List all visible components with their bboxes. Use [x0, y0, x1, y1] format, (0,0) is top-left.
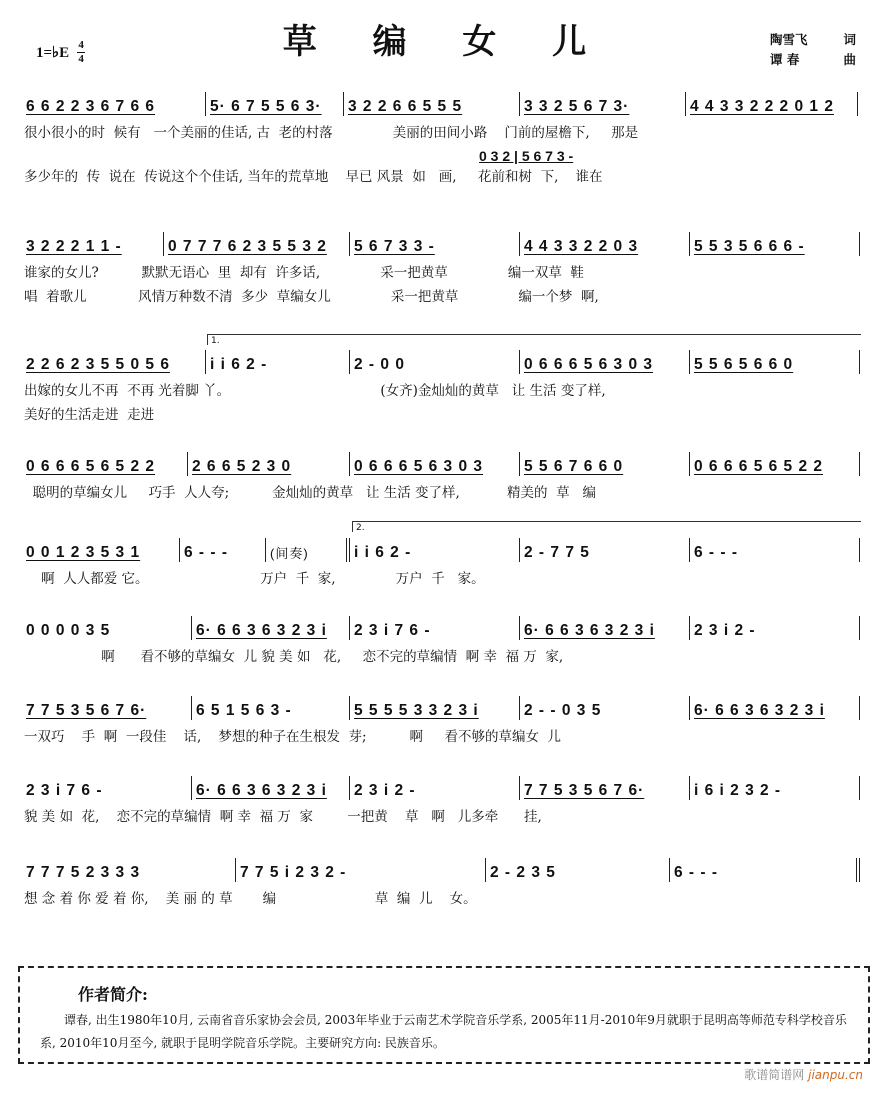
measure: 5 5 3 5 6 6 6 - — [690, 232, 860, 256]
measure: 2 - 0 0 — [350, 350, 520, 374]
lyric-verse: 一双巧 手 啊 一段佳 话, 梦想的种子在生根发 芽; 啊 看不够的草编女 儿 — [24, 729, 562, 745]
measure: 5 6 7 3 3 - — [350, 232, 520, 256]
measure: i i 6 2 - — [206, 350, 350, 374]
measure: 6 - - - — [180, 538, 266, 562]
credits — [770, 30, 856, 70]
measure: 4 4 3 3 2 2 0 3 — [520, 232, 690, 256]
measure: 3 2 2 6 6 5 5 5 — [344, 92, 520, 116]
author-bio-box — [18, 966, 870, 1064]
score-row-1 — [24, 92, 860, 188]
score-row-9 — [24, 858, 860, 910]
notation-line — [24, 858, 860, 882]
measure: 5 5 5 5 3 3 2 3 i — [350, 696, 520, 720]
key-signature — [36, 40, 85, 65]
measure: 0 6 6 6 5 6 5 2 2 — [24, 452, 188, 476]
measure: 2 - 2 3 5 — [486, 858, 670, 882]
score-row-7 — [24, 696, 860, 748]
measure: 6· 6 6 3 6 3 2 3 i — [520, 616, 690, 640]
song-title: 草 编 女 儿 — [282, 22, 609, 62]
measure: 0 0 0 0 3 5 — [24, 616, 192, 640]
key-label: 1=♭E — [36, 45, 70, 61]
lyricist-credit: 陶雪飞 词 — [770, 32, 856, 47]
score-row-3 — [24, 350, 860, 426]
measure: 7 7 5 3 5 6 7 6· — [520, 776, 690, 800]
score-row-8 — [24, 776, 860, 828]
bio-title: 作者简介: — [78, 985, 148, 1004]
measure: 6· 6 6 3 6 3 2 3 i — [192, 616, 350, 640]
lyric-verse-2: 美好的生活走进 走进 — [24, 407, 155, 423]
measure: 6 6 2 2 3 6 7 6 6 — [24, 92, 206, 116]
score-row-4 — [24, 452, 860, 504]
volta-bracket-1: 1. — [207, 334, 861, 345]
measure: 0 6 6 6 5 6 3 0 3 — [350, 452, 520, 476]
lyric-verse-1: 谁家的女儿? 默默无语心 里 却有 许多话, 采一把黄草 编一双草 鞋 — [24, 265, 584, 281]
measure: 6· 6 6 3 6 3 2 3 i — [192, 776, 350, 800]
notation-line — [24, 616, 860, 640]
measure: 0 7 7 7 6 2 3 5 5 3 2 — [164, 232, 350, 256]
measure: 5 5 6 5 6 6 0 — [690, 350, 860, 374]
measure: 2 - - 0 3 5 — [520, 696, 690, 720]
alt-notation-line: 0 3 2 | 5 6 7 3 - — [479, 148, 574, 164]
measure: 2 3 i 7 6 - — [350, 616, 520, 640]
score-row-5 — [24, 538, 860, 590]
score-row-2 — [24, 232, 860, 308]
lyric-verse-1: 很小很小的时 候有 一个美丽的佳话, 古 老的村落 美丽的田间小路 门前的屋檐下, 那是 — [24, 125, 639, 141]
measure: 2 6 6 5 2 3 0 — [188, 452, 350, 476]
interlude-marker: (间奏) — [266, 538, 350, 562]
measure: 3 2 2 2 1 1 - — [24, 232, 164, 256]
time-signature: $\frac{4}{4}$ — [78, 39, 84, 65]
measure: 5 5 6 7 6 6 0 — [520, 452, 690, 476]
measure: 2 3 i 2 - — [350, 776, 520, 800]
bio-text: 谭春, 出生1980年10月, 云南省音乐家协会会员, 2003年毕业于云南艺术学院音乐学系, 2005年11月-2010年9月就职于昆明高等师范专科学校音乐系, 2010年10月至今, 就职于昆明学院音乐学院。主要研究方向: 民族音乐。 — [40, 1013, 847, 1050]
measure: 2 3 i 2 - — [690, 616, 860, 640]
measure: 3 3 2 5 6 7 3· — [520, 92, 686, 116]
lyric-verse-1: 出嫁的女儿不再 不再 光着脚 丫。 (女齐)金灿灿的黄草 让 生活 变了样, — [24, 383, 606, 399]
measure: 2 2 6 2 3 5 5 0 5 6 — [24, 350, 206, 374]
measure: 2 - 7 7 5 — [520, 538, 690, 562]
measure: i 6 i 2 3 2 - — [690, 776, 860, 800]
measure: 6 - - - — [690, 538, 860, 562]
measure-final: 6 - - - — [670, 858, 860, 882]
measure: 0 0 1 2 3 5 3 1 — [24, 538, 180, 562]
lyric-verse: 啊 人人都爱 它。 万户 千 家, 万户 千 家。 — [24, 571, 485, 587]
notation-line — [24, 538, 860, 562]
volta-bracket-2: 2. — [352, 521, 861, 532]
measure: 0 6 6 6 5 6 3 0 3 — [520, 350, 690, 374]
measure: 7 7 7 5 2 3 3 3 — [24, 858, 236, 882]
notation-line — [24, 696, 860, 720]
measure: 7 7 5 i 2 3 2 - — [236, 858, 486, 882]
measure: 0 6 6 6 5 6 5 2 2 — [690, 452, 860, 476]
notation-line — [24, 350, 860, 374]
lyric-verse: 聪明的草编女儿 巧手 人人夸; 金灿灿的黄草 让 生活 变了样, 精美的 草 编 — [24, 485, 596, 501]
measure: 5· 6 7 5 5 6 3· — [206, 92, 344, 116]
notation-line — [24, 232, 860, 256]
notation-line — [24, 776, 860, 800]
measure: 6· 6 6 3 6 3 2 3 i — [690, 696, 860, 720]
measure: 6 5 1 5 6 3 - — [192, 696, 350, 720]
lyric-verse-2: 多少年的 传 说在 传说这个个佳话, 当年的荒草地 早已 风景 如 画, 花前和树 下, 谁在 — [24, 169, 603, 185]
notation-line — [24, 452, 860, 476]
notation-line — [24, 92, 860, 116]
measure: i i 6 2 - — [350, 538, 520, 562]
lyric-verse: 貌 美 如 花, 恋不完的草编情 啊 幸 福 万 家 一把黄 草 啊 儿多牵 挂, — [24, 809, 542, 825]
composer-credit: 谭 春 曲 — [770, 52, 856, 67]
measure: 2 3 i 7 6 - — [24, 776, 192, 800]
lyric-verse: 啊 看不够的草编女 儿 貌 美 如 花, 恋不完的草编情 啊 幸 福 万 家, — [24, 649, 564, 665]
score-row-6 — [24, 616, 860, 668]
site-watermark: 歌谱简谱网 jianpu.cn — [744, 1068, 863, 1082]
lyric-verse-2: 唱 着歌儿 风情万种数不清 多少 草编女儿 采一把黄草 编一个梦 啊, — [24, 289, 599, 305]
lyric-verse: 想 念 着 你 爱 着 你, 美 丽 的 草 编 草 编 儿 女。 — [24, 891, 477, 907]
measure: 7 7 5 3 5 6 7 6· — [24, 696, 192, 720]
measure: 4 4 3 3 2 2 2 0 1 2 — [686, 92, 858, 116]
